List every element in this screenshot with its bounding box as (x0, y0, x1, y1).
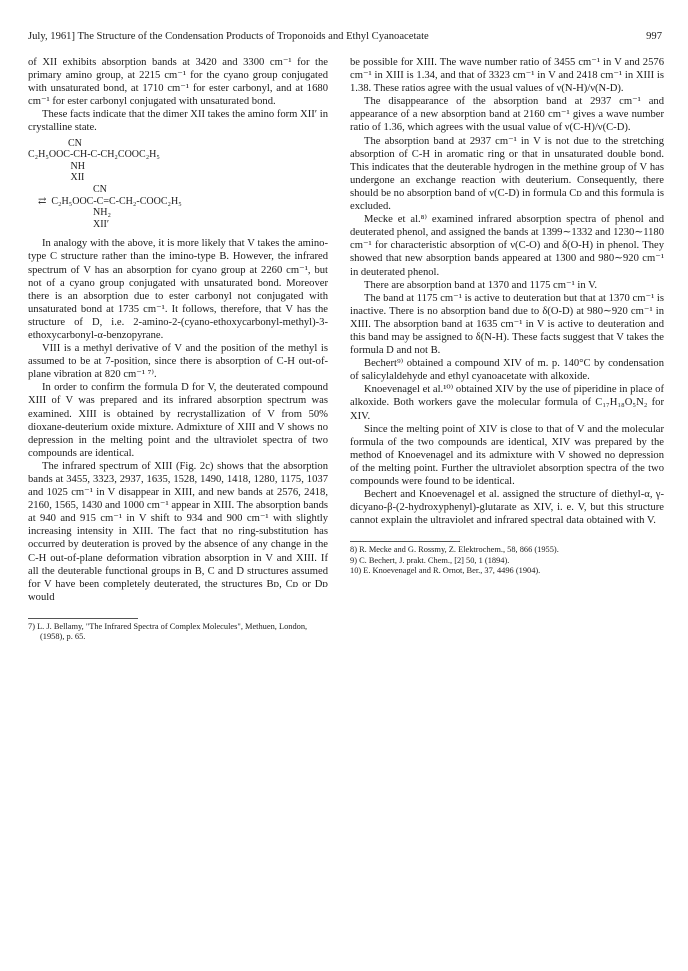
paragraph: VIII is a methyl derivative of V and the position of the methyl is assumed to be at 7-position, since there is absorption of C-H out-of-plane vibration at 820 cm⁻¹ ⁷⁾. (28, 343, 328, 381)
paragraph: In analogy with the above, it is more likely that V takes the amino-type C structure rather than the imino-type B. However, the infrared spectrum of V has an absorption for cyano group at 2260 cm⁻¹, but not of a cyano group conjugated with unsaturated bond. Moreover there is an absorption due to ester carbonyl not conjugated with unsaturated bond at 1735 cm⁻¹. It follows, therefore, that V has the structure of D, i.e. 2-amino-2-(cyano-ethoxycarbonyl-methyl)-3-ethoxycarbonyl-α-benzopyrane. (28, 238, 328, 341)
footnote: 10) E. Knoevenagel and R. Ornot, Ber., 37, 4496 (1904). (350, 566, 541, 576)
page-number: 997 (646, 31, 662, 42)
footnote-divider (28, 618, 138, 619)
formula-line: NH₂ (28, 207, 111, 219)
paragraph: be possible for XIII. The wave number ratio of 3455 cm⁻¹ in V and 2576 cm⁻¹ in XIII is 1.34, and that of 3323 cm⁻¹ in V and 2418 cm⁻¹ in XIII is 1.38. These ratios agree with the usual values of ν(N-H)/ν(N-D). (350, 57, 664, 95)
footnote-divider (350, 541, 460, 542)
paragraph: Since the melting point of XIV is close to that of V and the molecular formula of the two compounds are identical, XIV was prepared by the method of Knoevenagel and its admixture with V showed no depression of the melting point. Further the ultraviolet absorption spectra of the two compounds were found to be identical. (350, 423, 664, 487)
structural-formula-xii (28, 138, 328, 231)
formula-line: CN (28, 183, 107, 195)
paragraph: Bechert and Knoevenagel et al. assigned the structure of diethyl-α, γ-dicyano-β-(2-hydroxyphenyl)-glutarate as XIV, i. e. V, but this structure cannot explain the ultraviolet and infrared spectral data obtained with V. (350, 489, 664, 527)
paragraph: The absorption band at 2937 cm⁻¹ in V is not due to the stretching absorption of C-H in aromatic ring or that in unsaturated double bond. This indicates that the deuterable hydrogen in the methine group of V has undergone an exchange reaction with deuterium. Consequently, there should be no absorption band of ν(C-D) in formula Cᴅ and this formula is excluded. (350, 135, 664, 213)
formula-label: XII′ (28, 218, 110, 230)
footnote: 7) L. J. Bellamy, "The Infrared Spectra of Complex Molecules", Methuen, London, (1958), p. 65. (28, 621, 308, 642)
footnote: 9) C. Bechert, J. prakt. Chem., [2] 50, 1 (1894). (350, 555, 510, 565)
formula-label: XII (28, 172, 85, 184)
formula-line: C₂H₅OOC-CH-C-CH₂COOC₂H₅ (28, 149, 160, 161)
formula-line: NH (28, 160, 85, 172)
right-column (350, 56, 664, 577)
footnote: 8) R. Mecke and G. Rossmy, Z. Elektrochem., 58, 866 (1955). (350, 545, 559, 555)
formula-line: CN (28, 137, 82, 149)
paragraph: The infrared spectrum of XIII (Fig. 2c) shows that the absorption bands at 3455, 3323, 2937, 1635, 1528, 1490, 1418, 1280, 1175, 1037 and 1025 cm⁻¹ in V disappear in XIII, and new bands at 2576, 2418, 2160, 1565, 1430 and 1000 cm⁻¹ appear in XIII. The absorption bands at 940 and 915 cm⁻¹ in V shift to 934 and 900 cm⁻¹ with slightly increasing intensity in XIII. The fact that no ring-substitution has occurred by deuteration is proved by the absence of any change in the C-H out-of-plane deformation vibration absorption in V and XIII. If all the deuterable functional groups in B, C and D structures assumed for V have been completely deuterated, the structures Bᴅ, Cᴅ or Dᴅ would (28, 460, 328, 603)
paragraph: In order to confirm the formula D for V, the deuterated compound XIII of V was prepared and its infrared absorption spectrum was examined. XIII is obtained by recrystallization of V from 50% dioxane-deuterium oxide mixture. Admixture of XIII and V shows no depression in the melting point and the ultraviolet spectra of two compounds are identical. (28, 382, 328, 459)
paragraph: These facts indicate that the dimer XII takes the amino form XII′ in crystalline state. (28, 109, 328, 134)
paragraph: There are absorption band at 1370 and 1175 cm⁻¹ in V. (364, 279, 598, 291)
paragraph: The disappearance of the absorption band at 2937 cm⁻¹ and appearance of a new absorption band at 2160 cm⁻¹ gives a wave number ratio of 1.36, which agrees with the usual value of ν(C-H)/ν(C-D). (350, 96, 664, 134)
paragraph: of XII exhibits absorption bands at 3420 and 3300 cm⁻¹ for the primary amino group, at 2215 cm⁻¹ for the cyano group conjugated with unsaturated bond, at 1710 cm⁻¹ for ester carbonyl, and at 1680 cm⁻¹ for ester carbonyl conjugated with unsaturated bond. (28, 57, 328, 108)
paragraph: Mecke et al.⁸⁾ examined infrared absorption spectra of phenol and deuterated phenol, and assigned the bands at 1399∼1332 and 1230∼1180 cm⁻¹ for characteristic absorption of ν(C-O) and δ(O-H) in phenol. They showed that new absorption bands appeared at 1300 and 980∼920 cm⁻¹ in deuterated phenol. (350, 214, 664, 278)
paragraph: Bechert⁹⁾ obtained a compound XIV of m. p. 140°C by condensation of salicylaldehyde and ethyl cyanoacetate with alkoxide. (350, 358, 664, 383)
paragraph: The band at 1175 cm⁻¹ is active to deuteration but that at 1370 cm⁻¹ is inactive. There is no absorption band due to δ(O-D) at 980∼920 cm⁻¹ in XIII. The absorption band at 1635 cm⁻¹ in V is active to deuteration and this band may be assigned to δ(N-H). These facts suggest that V takes the formula D and not B. (350, 292, 664, 357)
formula-line: ⇄ C₂H₅OOC-C=C-CH₂-COOC₂H₅ (28, 195, 182, 207)
paragraph: Knoevenagel et al.¹⁰⁾ obtained XIV by the use of piperidine in place of alkoxide. Both workers gave the molecular formula of C₁₇H₁₈O₅N₂ for XIV. (350, 384, 664, 422)
left-column (28, 56, 328, 643)
running-title: July, 1961] The Structure of the Condensation Products of Troponoids and Ethyl Cyanoacetate (28, 31, 429, 42)
running-header (28, 30, 662, 43)
